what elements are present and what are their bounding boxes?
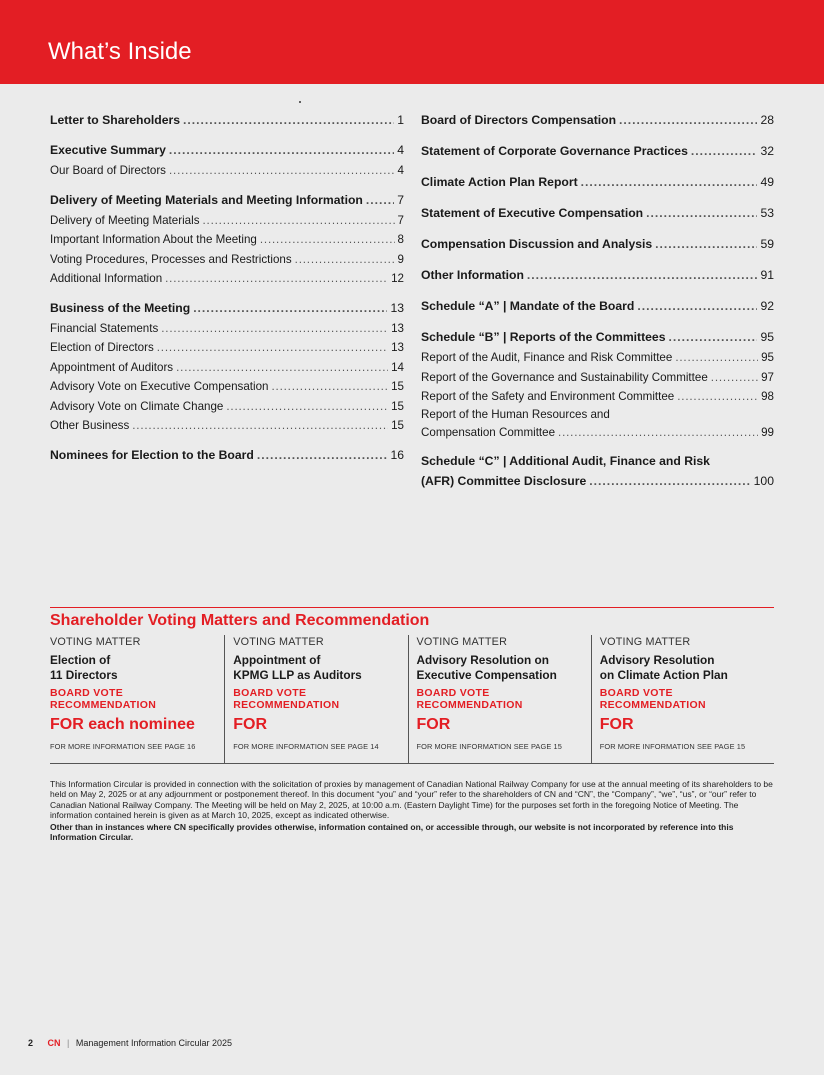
toc-leader-dots — [203, 211, 395, 231]
toc-group — [421, 296, 774, 317]
toc-leader-dots — [669, 327, 758, 348]
recommendation-line: RECOMMENDATION — [50, 699, 157, 711]
toc-heading-entry[interactable] — [421, 296, 774, 317]
toc-heading-entry[interactable] — [421, 110, 774, 131]
board-vote-recommendation-label — [50, 687, 224, 711]
toc-entry-label[interactable]: Schedule “B” | Reports of the Committees — [421, 330, 666, 344]
toc-leader-dots — [295, 250, 395, 270]
toc-leader-dots — [271, 377, 388, 397]
disclaimer-bold-paragraph: Other than in instances where CN specifically provides otherwise, information contained on, or accessible through, our website is not incorporated by reference into this Information Circular. — [50, 821, 734, 843]
toc-subentry[interactable] — [50, 230, 404, 250]
more-info-reference: FOR MORE INFORMATION SEE PAGE 15 — [599, 742, 746, 751]
toc-entry-label[interactable]: Delivery of Meeting Materials and Meeting Information — [50, 192, 363, 207]
recommendation-line: RECOMMENDATION — [233, 699, 340, 711]
voting-matter-name-line: Advisory Resolution on — [416, 653, 549, 667]
page-footer — [28, 1038, 232, 1048]
toc-group — [50, 190, 404, 289]
voting-matter-label: VOTING MATTER — [599, 636, 691, 648]
toc-entry-label[interactable]: Delivery of Meeting Materials — [50, 213, 200, 227]
toc-leader-dots — [169, 161, 395, 181]
voting-matter-label: VOTING MATTER — [233, 636, 324, 648]
toc-group — [50, 110, 404, 131]
more-info-reference: FOR MORE INFORMATION SEE PAGE 15 — [416, 742, 562, 751]
stray-dot — [299, 101, 301, 103]
toc-page-number: 95 — [760, 330, 774, 344]
recommendation-line: RECOMMENDATION — [599, 699, 706, 711]
voting-matter-card — [408, 635, 591, 763]
toc-entry-label[interactable]: Election of Directors — [50, 341, 154, 354]
toc-heading-entry[interactable] — [50, 190, 404, 211]
toc-page-number: 4 — [397, 164, 404, 177]
toc-entry-label[interactable]: Board of Directors Compensation — [421, 113, 617, 127]
toc-entry-label[interactable]: Climate Action Plan Report — [421, 175, 578, 189]
toc-subentry[interactable] — [50, 211, 404, 231]
toc-entry-line[interactable]: Schedule “C” | Additional Audit, Finance and Risk — [421, 454, 710, 468]
voting-columns — [50, 635, 774, 764]
toc-group — [421, 265, 774, 286]
toc-entry-label[interactable]: Report of the Safety and Environment Committee — [421, 390, 675, 403]
toc-page-number: 95 — [761, 351, 774, 364]
voting-title: Shareholder Voting Matters and Recommendation — [50, 612, 430, 629]
voting-matter-name-line: Appointment of — [233, 653, 321, 667]
toc-page-number: 13 — [391, 321, 404, 335]
toc-heading-entry[interactable] — [421, 327, 774, 348]
toc-page-number: 15 — [391, 419, 404, 432]
toc-page-number: 14 — [391, 360, 404, 374]
recommendation-line: RECOMMENDATION — [416, 699, 523, 711]
footer-separator: | — [67, 1038, 70, 1048]
toc-entry-label[interactable]: Report of the Audit, Finance and Risk Committee — [421, 351, 673, 364]
toc-entry-line[interactable]: Report of the Human Resources and — [421, 407, 610, 421]
voting-matter-card — [591, 635, 774, 763]
toc-entry-label[interactable]: Compensation Discussion and Analysis — [421, 237, 653, 251]
voting-matter-label: VOTING MATTER — [416, 636, 508, 648]
disclaimer — [50, 779, 774, 843]
toc-page-number: 49 — [760, 175, 774, 189]
toc-entry-label[interactable]: Statement of Executive Compensation — [421, 206, 644, 220]
toc-entry-label[interactable]: Report of the Governance and Sustainability Committee — [421, 370, 708, 384]
toc-entry-label[interactable]: Financial Statements — [50, 321, 159, 335]
toc-group — [421, 110, 774, 131]
recommendation-line: BOARD VOTE — [233, 687, 307, 699]
toc-subentry[interactable] — [50, 397, 404, 417]
voting-matter-name — [600, 653, 774, 682]
vote-recommendation: FOR — [233, 716, 268, 733]
voting-matter-name — [50, 653, 224, 682]
toc-leader-dots — [646, 203, 757, 224]
toc-heading-entry[interactable] — [421, 141, 774, 162]
toc-page-number: 100 — [753, 474, 774, 488]
toc-group — [421, 452, 774, 492]
toc-leader-dots — [169, 140, 394, 161]
toc-heading-entry[interactable] — [421, 234, 774, 255]
toc-subentry[interactable] — [50, 416, 404, 436]
voting-top-rule — [50, 607, 774, 608]
voting-matter-name-line: 11 Directors — [50, 667, 118, 682]
toc-subentry[interactable] — [50, 319, 404, 339]
toc-page-number: 9 — [397, 252, 404, 266]
toc-leader-dots — [260, 230, 395, 250]
toc-leader-dots — [675, 348, 758, 368]
toc-page-number: 1 — [397, 113, 404, 127]
toc-entry-label[interactable]: Voting Procedures, Processes and Restrictions — [50, 252, 292, 266]
toc-page-number: 59 — [760, 237, 774, 251]
board-vote-recommendation-label — [417, 687, 591, 711]
toc-page-number: 32 — [760, 144, 774, 158]
toc-subentry[interactable] — [50, 377, 404, 397]
toc-page-number: 12 — [391, 272, 404, 285]
page-header — [0, 0, 824, 84]
vote-recommendation: FOR — [416, 716, 451, 733]
toc-leader-dots — [691, 141, 758, 162]
toc-leader-dots — [176, 358, 388, 378]
toc-leader-dots — [677, 387, 758, 407]
toc-group — [421, 327, 774, 442]
toc-group — [50, 140, 404, 181]
toc-leader-dots — [183, 110, 394, 131]
toc-subentry[interactable] — [50, 161, 404, 181]
footer-page-number: 2 — [28, 1038, 34, 1048]
toc-leader-dots — [165, 269, 388, 289]
toc-leader-dots — [161, 319, 388, 339]
toc-group — [421, 172, 774, 193]
toc-group — [50, 298, 404, 436]
voting-matter-name — [233, 653, 407, 682]
toc-heading-entry[interactable] — [421, 471, 774, 492]
toc-group — [421, 203, 774, 224]
toc-subentry[interactable] — [50, 338, 404, 358]
toc-page-number: 7 — [397, 192, 404, 207]
toc-leader-dots — [711, 368, 758, 388]
toc-page-number: 4 — [397, 143, 404, 157]
voting-matter-name-line: Advisory Resolution — [599, 653, 715, 667]
toc-entry-label[interactable]: Letter to Shareholders — [50, 113, 181, 127]
toc-page-number: 13 — [391, 341, 404, 354]
vote-recommendation: FOR each nominee — [50, 716, 195, 733]
toc-page-number: 15 — [391, 399, 404, 413]
voting-matter-name-line: Election of — [50, 653, 111, 667]
toc-leader-dots — [589, 471, 750, 492]
toc-leader-dots — [157, 338, 388, 358]
toc-subentry[interactable] — [421, 423, 774, 443]
more-info-reference: FOR MORE INFORMATION SEE PAGE 16 — [50, 742, 196, 751]
toc-heading-entry[interactable] — [50, 445, 404, 466]
toc-entry-label[interactable]: Nominees for Election to the Board — [50, 447, 254, 462]
toc-entry-label[interactable]: (AFR) Committee Disclosure — [421, 474, 587, 488]
toc-group — [50, 445, 404, 466]
toc-page-number: 16 — [390, 447, 404, 462]
toc-entry-label[interactable]: Statement of Corporate Governance Practices — [421, 144, 688, 158]
page-title: What’s Inside — [48, 38, 192, 65]
toc-leader-dots — [581, 172, 758, 193]
more-info-reference: FOR MORE INFORMATION SEE PAGE 14 — [233, 742, 379, 751]
voting-matter-card — [50, 635, 224, 763]
toc-left-column — [50, 110, 404, 475]
toc-leader-dots — [637, 296, 757, 317]
footer-brand: CN — [47, 1038, 61, 1048]
toc-group — [421, 141, 774, 162]
toc-page-number: 8 — [397, 233, 404, 246]
toc-subentry[interactable] — [50, 358, 404, 378]
toc-page-number: 7 — [397, 213, 404, 227]
toc-entry-label[interactable]: Our Board of Directors — [50, 164, 166, 177]
toc-subentry[interactable] — [421, 348, 774, 368]
toc-heading-entry[interactable] — [50, 140, 404, 161]
toc-entry-label[interactable]: Additional Information — [50, 272, 163, 285]
toc-page-number: 98 — [761, 390, 774, 403]
disclaimer-paragraph: This Information Circular is provided in connection with the solicitation of proxies by management of Canadian National Railway Company for use at the annual meeting of its shareholders to be held on May 2, 2025 or at any adjournment or postponement thereof. In this document “you” and “your” refer to the shareholders of CN and “CN”, the “Company”, “we”, “us”, or “our” refer to Canadian National Railway Company. The Meeting will be held on May 2, 2025, at 10:00 a.m. (Eastern Daylight Time) for the purposes set forth in the foregoing Notice of Meeting. The information contained herein is given as at March 10, 2025, except as indicated otherwise. — [50, 779, 773, 821]
toc-page-number: 53 — [760, 206, 774, 220]
voting-matter-name-line: on Climate Action Plan — [599, 667, 728, 682]
toc-page-number: 99 — [761, 425, 774, 439]
toc-group — [421, 234, 774, 255]
toc-entry-label[interactable]: Other Business — [50, 419, 130, 432]
toc-heading-entry[interactable] — [421, 203, 774, 224]
recommendation-line: BOARD VOTE — [599, 687, 673, 699]
board-vote-recommendation-label — [600, 687, 774, 711]
toc-subentry[interactable] — [50, 250, 404, 270]
toc-page-number: 15 — [391, 380, 404, 393]
voting-matters-section — [50, 607, 774, 764]
toc-entry-label[interactable]: Advisory Vote on Executive Compensation — [50, 380, 269, 393]
toc-entry-label[interactable]: Important Information About the Meeting — [50, 233, 257, 246]
voting-matter-label: VOTING MATTER — [50, 636, 141, 648]
toc-leader-dots — [226, 397, 388, 417]
toc-page-number: 92 — [760, 299, 774, 313]
voting-matter-name — [417, 653, 591, 682]
toc-leader-dots — [132, 416, 388, 436]
toc-subentry[interactable] — [50, 269, 404, 289]
toc-page-number: 13 — [390, 300, 404, 315]
toc-page-number: 91 — [760, 268, 774, 282]
toc-subentry[interactable] — [421, 387, 774, 407]
toc-heading-entry[interactable] — [421, 265, 774, 286]
recommendation-line: BOARD VOTE — [50, 687, 124, 699]
vote-recommendation: FOR — [599, 716, 634, 733]
toc-leader-dots — [558, 423, 758, 443]
toc-entry-label[interactable]: Compensation Committee — [421, 425, 556, 439]
toc-leader-dots — [193, 298, 387, 319]
toc-heading-entry[interactable] — [50, 298, 404, 319]
toc-page-number: 97 — [761, 370, 774, 384]
toc-leader-dots — [366, 190, 394, 211]
voting-matter-name-line: KPMG LLP as Auditors — [233, 667, 362, 682]
toc-entry-label[interactable]: Other Information — [421, 268, 524, 282]
toc-leader-dots — [527, 265, 758, 286]
toc-page-number: 28 — [760, 113, 774, 127]
toc-entry-label[interactable]: Appointment of Auditors — [50, 360, 174, 374]
toc-right-column — [421, 110, 774, 502]
footer-title: Management Information Circular 2025 — [75, 1038, 232, 1048]
board-vote-recommendation-label — [233, 687, 407, 711]
toc-subentry[interactable] — [421, 368, 774, 388]
toc-entry-label[interactable]: Schedule “A” | Mandate of the Board — [421, 299, 635, 313]
voting-matter-card — [224, 635, 407, 763]
toc-entry-label[interactable]: Advisory Vote on Climate Change — [50, 399, 224, 413]
recommendation-line: BOARD VOTE — [416, 687, 490, 699]
voting-matter-name-line: Executive Compensation — [416, 667, 557, 682]
toc-entry-label[interactable]: Executive Summary — [50, 143, 166, 157]
toc-leader-dots — [619, 110, 757, 131]
toc-entry-label[interactable]: Business of the Meeting — [50, 300, 191, 315]
toc-heading-entry[interactable] — [421, 172, 774, 193]
toc-leader-dots — [655, 234, 757, 255]
toc-heading-entry[interactable] — [50, 110, 404, 131]
toc-leader-dots — [257, 445, 388, 466]
